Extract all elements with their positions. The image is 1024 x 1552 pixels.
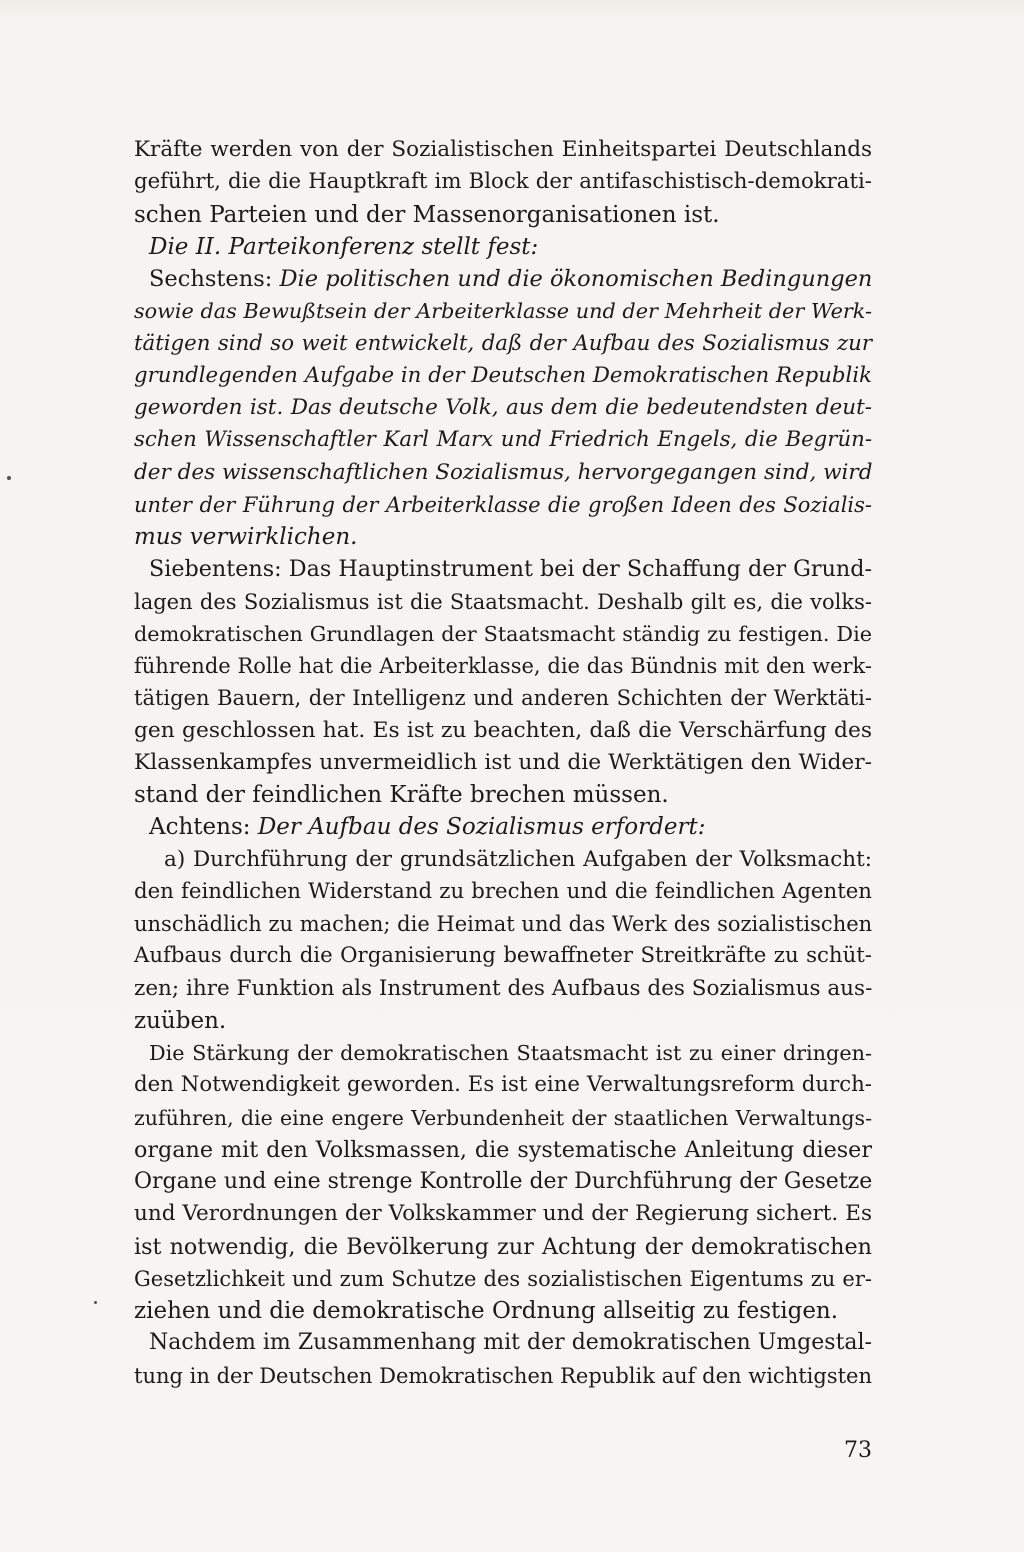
text-line: der des wissenschaftlichen Sozialismus, hervorgegangen sind, wird [134,459,873,485]
text-line: a) Durchführung der grundsätzlichen Aufgaben der Volksmacht: [164,846,872,872]
text-line: Die II. Parteikonferenz stellt fest: [149,233,539,260]
text-line: organe mit den Volksmassen, die systematische Anleitung dieser [134,1136,872,1163]
text-line: Kräfte werden von der Sozialistischen Einheitspartei Deutschlands [134,137,872,162]
text-line: den feindlichen Widerstand zu brechen und die feindlichen Agenten [134,878,872,904]
text-line: Achtens: Der Aufbau des Sozialismus erfordert: [149,814,706,841]
text-line: geführt, die die Hauptkraft im Block der antifaschistisch-demokrati- [134,169,872,195]
text-line: unter der Führung der Arbeiterklasse die großen Ideen des Sozialis- [134,492,872,517]
text-line: schen Parteien und der Massenorganisationen ist. [134,201,720,228]
text-line: Organe und eine strenge Kontrolle der Durchführung der Gesetze [134,1169,873,1194]
text-line: tung in der Deutschen Demokratischen Republik auf den wichtigsten [134,1363,872,1388]
text-line: führende Rolle hat die Arbeiterklasse, die das Bündnis mit den werk- [134,654,872,678]
text-line: Nachdem im Zusammenhang mit der demokratischen Umgestal- [149,1330,872,1356]
text-line: Siebentens: Das Hauptinstrument bei der Schaffung der Grund- [149,556,872,583]
text-line: Klassenkampfes unvermeidlich ist und die Werktätigen den Wider- [134,749,872,775]
text-line: grundlegenden Aufgabe in der Deutschen Demokratischen Republik [134,362,872,388]
text-line: ziehen und die demokratische Ordnung allseitig zu festigen. [134,1298,839,1324]
text-line: sowie das Bewußtsein der Arbeiterklasse und der Mehrheit der Werk- [134,299,872,324]
text-line: den Notwendigkeit geworden. Es ist eine Verwaltungsreform durch- [134,1072,872,1098]
text-line: unschädlich zu machen; die Heimat und das Werk des sozialistischen [134,912,873,936]
text-line: Aufbaus durch die Organisierung bewaffneter Streitkräfte zu schüt- [134,943,872,969]
text-line: zuüben. [134,1007,227,1034]
text-line: geworden ist. Das deutsche Volk, aus dem die bedeutendsten deut- [134,395,872,420]
text-line: gen geschlossen hat. Es ist zu beachten, daß die Verschärfung des [134,717,872,743]
text-line: Die Stärkung der demokratischen Staatsmacht ist zu einer dringen- [149,1041,872,1065]
text-line: Sechstens: Die politischen und die ökonomischen Bedingungen [149,266,873,292]
print-speck [7,476,11,480]
text-line: Gesetzlichkeit und zum Schutze des sozialistischen Eigentums zu er- [134,1266,872,1291]
text-line: stand der feindlichen Kräfte brechen müssen. [134,782,669,808]
print-speck [94,1301,97,1304]
body-text [134,134,872,1392]
text-line: tätigen Bauern, der Intelligenz und anderen Schichten der Werktäti- [134,686,872,711]
text-line: schen Wissenschaftler Karl Marx und Friedrich Engels, die Begrün- [134,427,872,453]
page-number: 73 [844,1438,872,1463]
text-line: ist notwendig, die Bevölkerung zur Achtung der demokratischen [134,1233,872,1260]
text-line: mus verwirklichen. [134,524,358,550]
text-line: demokratischen Grundlagen der Staatsmacht ständig zu festigen. Die [134,621,872,646]
text-line: zuführen, die eine engere Verbundenheit der staatlichen Verwaltungs- [134,1105,872,1130]
text-line: zen; ihre Funktion als Instrument des Aufbaus des Sozialismus aus- [134,975,873,1001]
text-line: und Verordnungen der Volkskammer und der Regierung sichert. Es [134,1201,872,1227]
text-line: lagen des Sozialismus ist die Staatsmacht. Deshalb gilt es, die volks- [134,589,872,614]
text-line: tätigen sind so weit entwickelt, daß der Aufbau des Sozialismus zur [134,330,872,356]
